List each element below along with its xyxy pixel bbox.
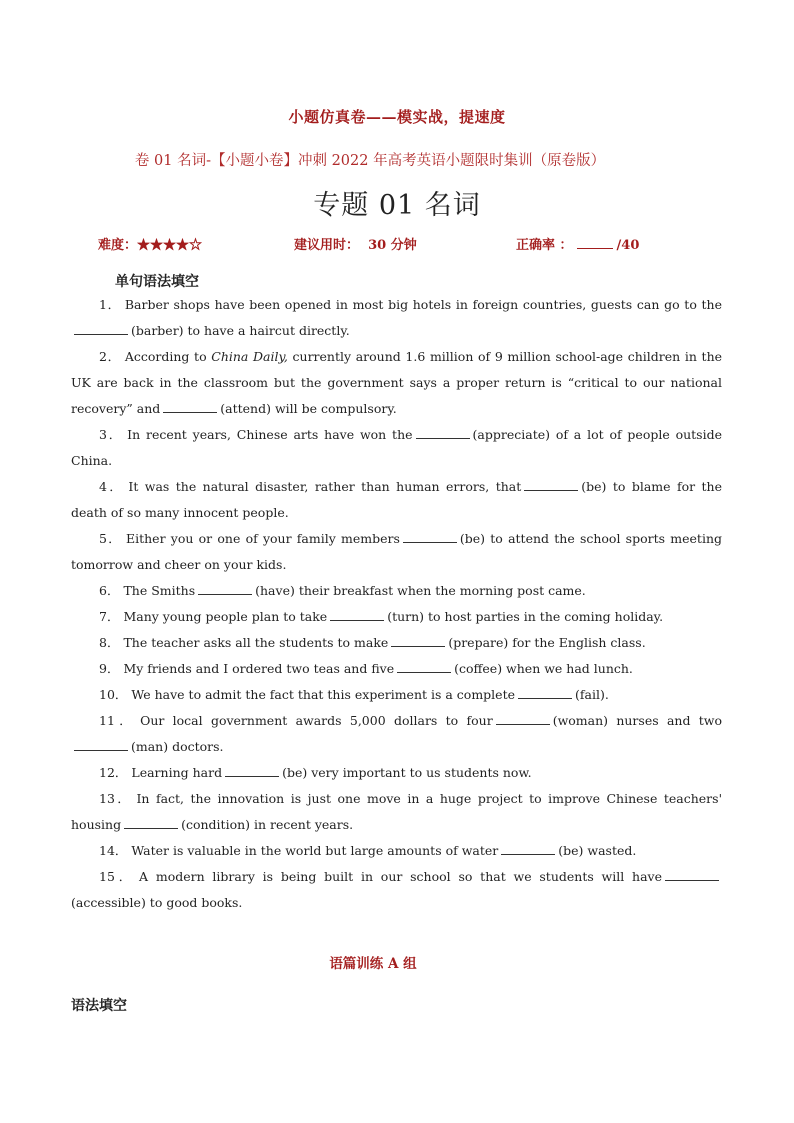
difficulty [98,234,202,253]
question-hint: (man) doctors. [131,739,224,754]
question-hint: (be) to blame for the death of so many innocent people. [71,479,723,520]
question-hint: (appreciate) of a lot of people outside China. [71,427,722,468]
question-item [71,656,722,682]
tagline: 小题仿真卷——模实战，提速度 [288,108,506,126]
question-text: The Smiths [123,583,196,598]
answer-blank[interactable] [397,658,451,673]
answer-blank[interactable] [524,476,578,491]
question-hint: (be) to attend the school sports meeting tomorrow and cheer on your kids. [71,531,722,572]
question-item [71,344,722,422]
question-item [71,422,722,474]
question-number: 15． [99,869,136,884]
question-hint: (coffee) when we had lunch. [454,661,633,676]
question-text: Many young people plan to take [123,609,328,624]
question-number: 14． [99,843,128,858]
meta-row [98,234,718,254]
answer-blank[interactable] [163,398,217,413]
question-hint: (prepare) for the English class. [448,635,646,650]
answer-blank[interactable] [403,528,457,543]
question-text: According to [124,349,212,364]
question-number: 13． [99,791,133,806]
answer-blank[interactable] [198,580,252,595]
answer-blank[interactable] [330,606,384,621]
question-item [71,578,722,604]
question-hint: (condition) in recent years. [181,817,354,832]
answer-blank[interactable] [416,424,470,439]
question-item [71,292,722,344]
question-hint: (be) very important to us students now. [282,765,532,780]
question-number: 7． [99,609,120,624]
question-hint: (accessible) to good books. [71,895,243,910]
section-title-grammar: 语法填空 [71,998,127,1014]
question-text: Our local government awards 5,000 dollars to four [140,713,493,728]
answer-blank[interactable] [74,320,128,335]
answer-blank[interactable] [124,814,178,829]
answer-blank[interactable] [74,736,128,751]
question-item [71,630,722,656]
question-item [71,760,722,786]
question-hint: (turn) to host parties in the coming holiday. [387,609,664,624]
question-number: 12． [99,765,128,780]
question-number: 2． [99,349,121,364]
answer-blank[interactable] [225,762,279,777]
answer-blank[interactable] [665,866,719,881]
answer-blank[interactable] [501,840,555,855]
question-number: 5． [99,531,122,546]
question-number: 1． [99,297,121,312]
question-number: 11． [99,713,137,728]
section-title-group-a: 语篇训练 A 组 [329,956,417,972]
question-text: The teacher asks all the students to make [123,635,389,650]
accuracy-total: /40 [616,238,640,253]
accuracy-label: 正确率 ： [516,238,573,253]
question-hint: (be) wasted. [558,843,637,858]
question-number: 3． [99,427,124,442]
section-title-single: 单句语法填空 [115,274,199,290]
question-text: My friends and I ordered two teas and five [123,661,395,676]
question-hint: (fail). [575,687,609,702]
answer-blank[interactable] [518,684,572,699]
question-text: Learning hard [131,765,223,780]
question-item [71,708,722,760]
page-title: 专题 01 名词 [313,190,481,221]
question-text: Either you or one of your family members [125,531,400,546]
question-text: A modern library is being built in our school so that we students will have [139,869,662,884]
accuracy-blank[interactable] [577,236,613,249]
difficulty-label: 难度： [98,238,138,253]
question-item [71,786,722,838]
question-item [71,526,722,578]
question-text: Barber shops have been opened in most big hotels in foreign countries, guests can go to the [124,297,722,312]
question-item [71,682,722,708]
question-number: 9． [99,661,120,676]
question-text: (woman) nurses and two [552,713,722,728]
subtitle: 卷 01 名词-【小题小卷】冲刺 2022 年高考英语小题限时集训（原卷版） [134,153,606,169]
accuracy [516,234,639,253]
question-number: 8． [99,635,120,650]
question-hint: (have) their breakfast when the morning post came. [255,583,586,598]
question-number: 4． [99,479,125,494]
question-list [71,292,722,916]
answer-blank[interactable] [391,632,445,647]
answer-blank[interactable] [496,710,550,725]
question-item [71,864,722,916]
suggested-time [294,234,417,253]
question-text: In fact, the innovation is just one move in a huge project to improve Chinese teachers' housing [71,791,722,832]
difficulty-stars: ★★★★☆ [137,238,203,253]
question-source: China Daily, [211,349,288,364]
question-text: currently around 1.6 million of 9 million school-age children in the UK are back in the classroom but the government says a proper return is “critical to our national recovery” and [71,349,723,416]
question-number: 10． [99,687,128,702]
time-label: 建议用时： [294,238,360,253]
question-hint: (barber) to have a haircut directly. [131,323,350,338]
question-text: We have to admit the fact that this experiment is a complete [131,687,515,702]
question-hint: (attend) will be compulsory. [220,401,397,416]
question-text: In recent years, Chinese arts have won the [127,427,413,442]
question-item [71,604,722,630]
time-value: 30 分钟 [368,238,417,253]
question-item [71,474,722,526]
question-item [71,838,722,864]
question-text: Water is valuable in the world but large amounts of water [131,843,499,858]
question-number: 6． [99,583,120,598]
question-text: It was the natural disaster, rather than human errors, that [128,479,522,494]
